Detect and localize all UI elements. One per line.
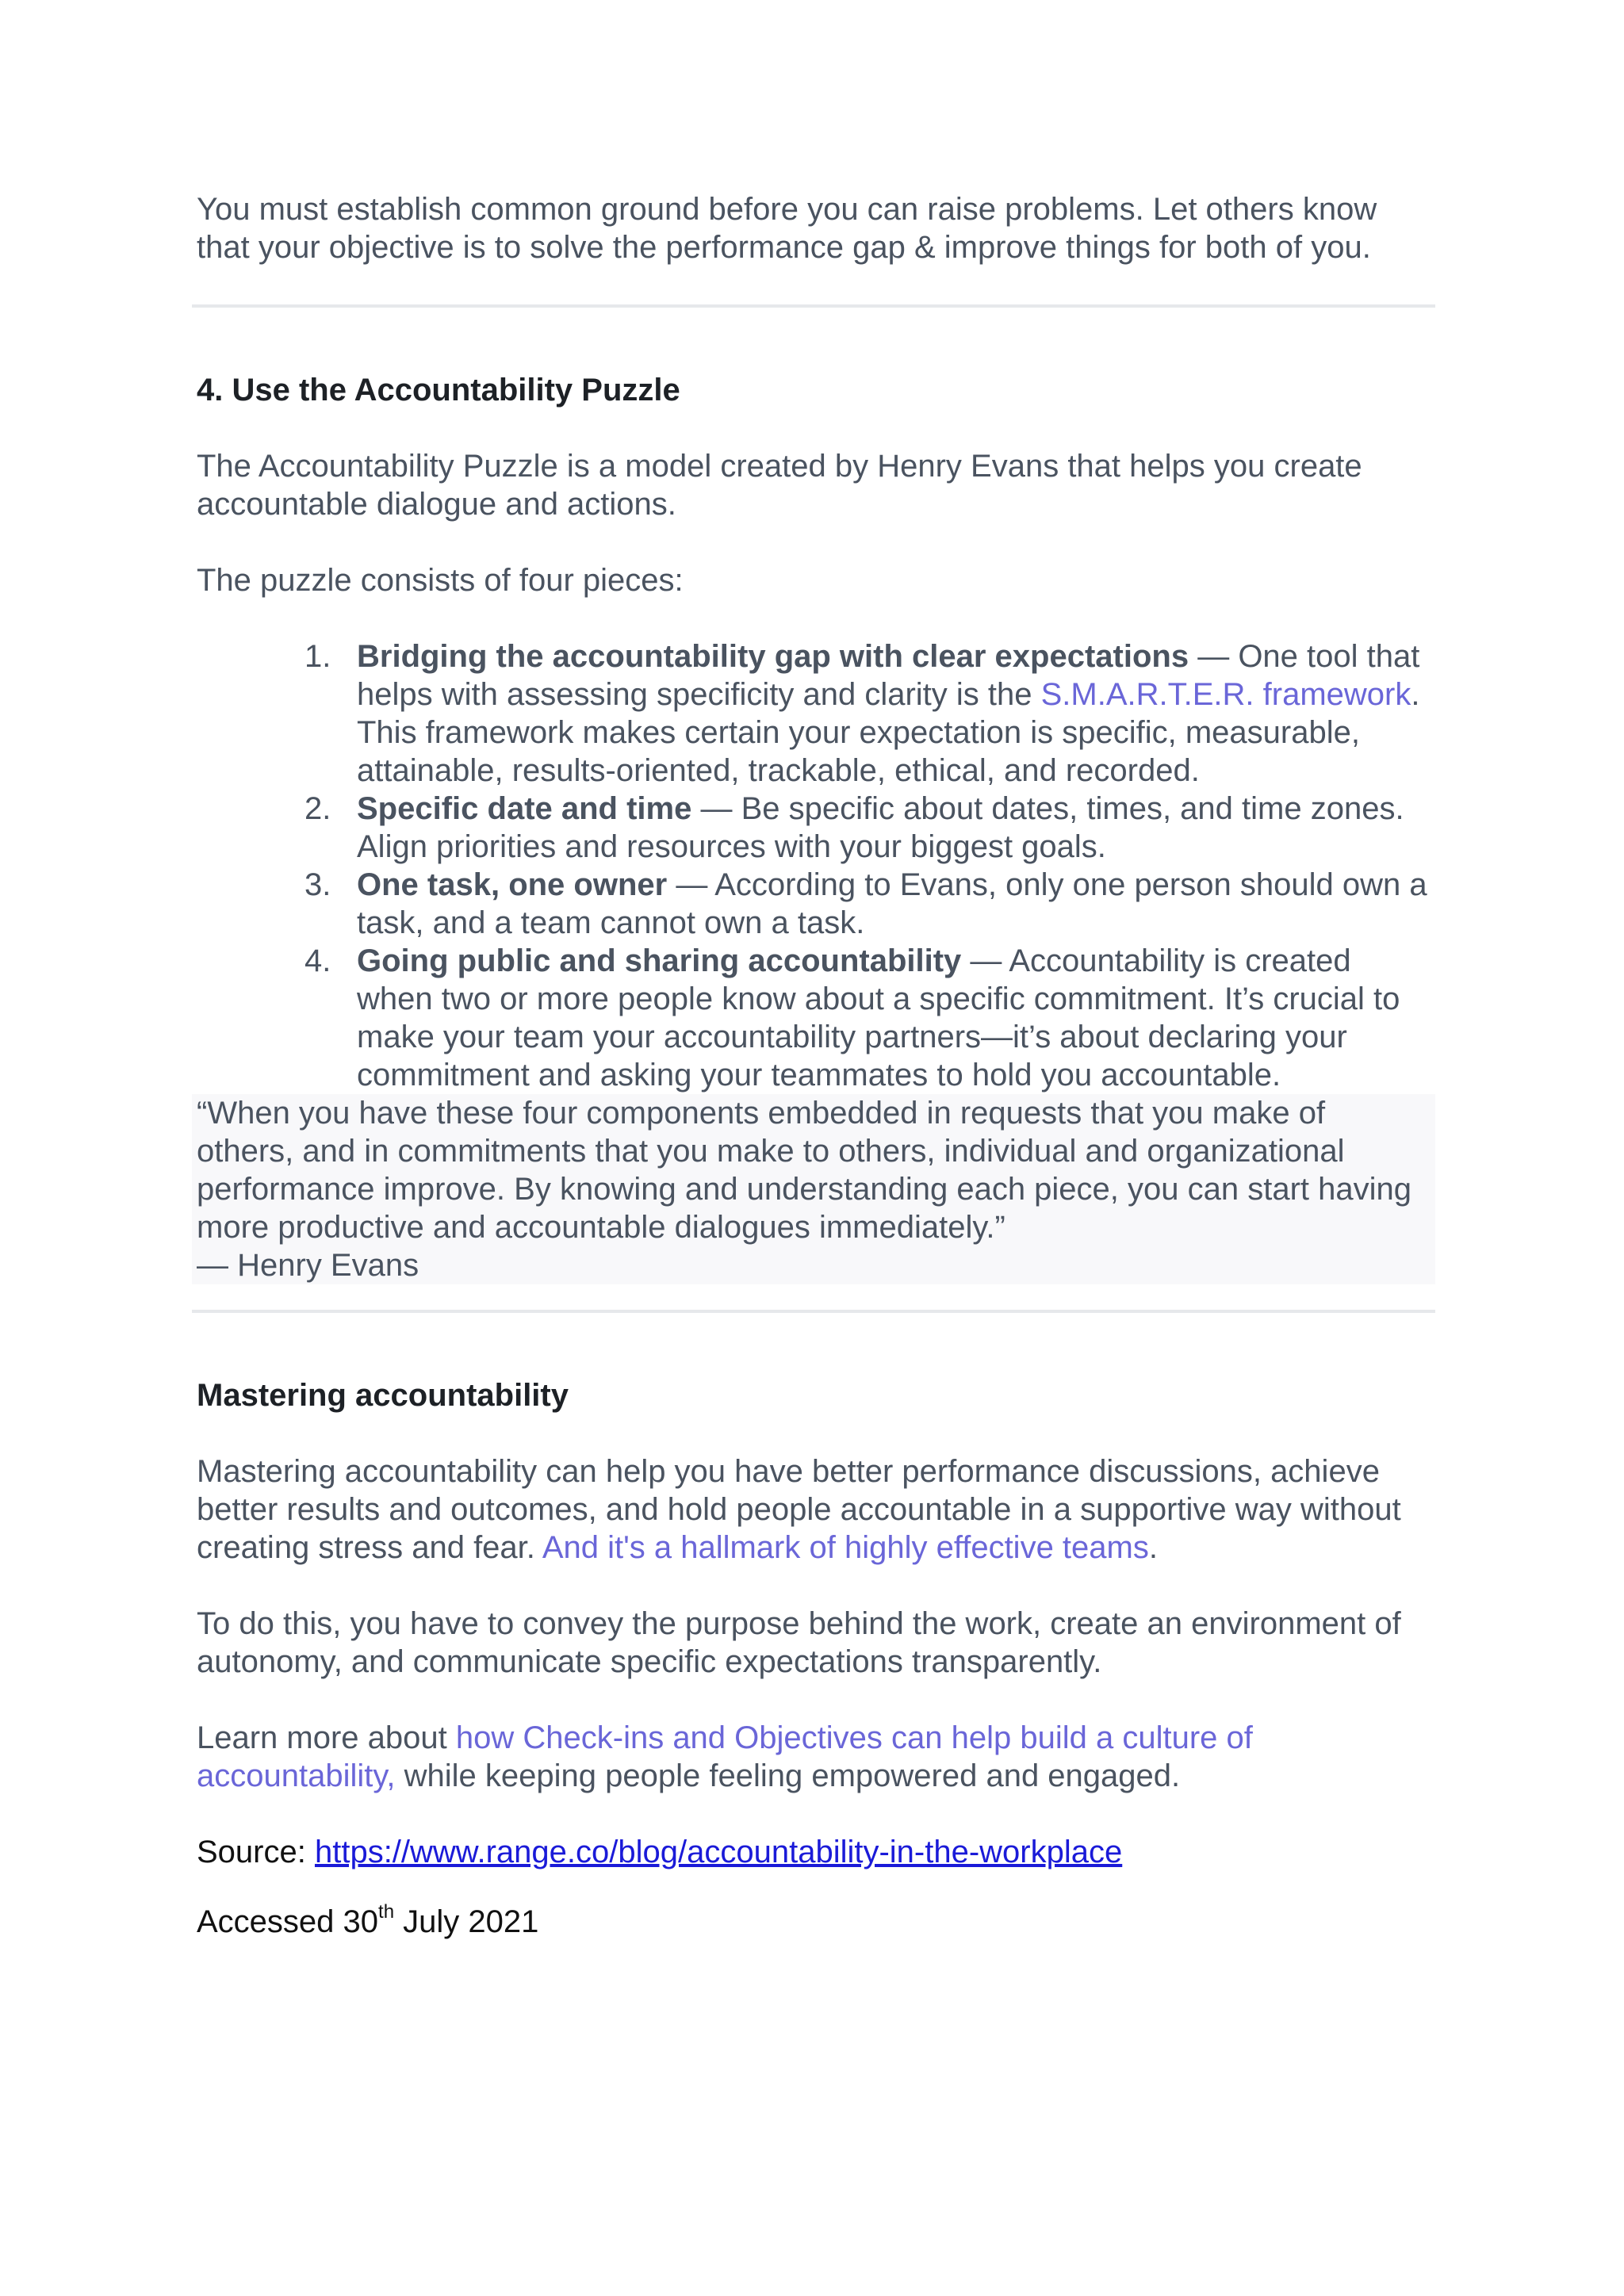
section-heading-accountability-puzzle: 4. Use the Accountability Puzzle [197, 373, 680, 408]
effective-teams-link[interactable]: And it's a hallmark of highly effective teams [542, 1530, 1149, 1565]
list-item-text: — One tool that helps with assessing specificity and clarity is the [357, 639, 1420, 712]
check-ins-objectives-link[interactable]: how Check-ins and Objectives can help build a culture of accountability, [197, 1720, 1253, 1793]
divider [192, 304, 1435, 308]
paragraph-text: while keeping people feeling empowered and engaged. [395, 1758, 1181, 1793]
list-item-title: One task, one owner [357, 867, 668, 902]
mastering-paragraph [197, 1452, 1434, 1567]
puzzle-pieces-list [197, 637, 1434, 1094]
list-number: 2. [304, 791, 331, 826]
accessed-ordinal: th [378, 1901, 395, 1923]
paragraph-text: Learn more about [197, 1720, 456, 1755]
source-label: Source: [197, 1835, 315, 1869]
henry-evans-quote [192, 1094, 1435, 1284]
list-item [197, 637, 1434, 790]
list-item-title: Specific date and time [357, 791, 692, 826]
accessed-line [197, 1903, 1434, 1941]
list-number: 4. [304, 943, 331, 978]
smarter-framework-link[interactable]: S.M.A.R.T.E.R. framework [1040, 677, 1411, 712]
list-item [197, 790, 1434, 866]
intro-paragraph: You must establish common ground before you can raise problems. Let others know that your objective is to solve the performance gap & improve things for both of you. [197, 192, 1377, 265]
list-item-text: — Accountability is created when two or more people know about a specific commitment. It’s crucial to make your team your accountability partners—it’s about declaring your commitment and asking your teammates to hold you accountable. [357, 943, 1400, 1093]
source-url-link[interactable]: https://www.range.co/blog/accountability-in-the-workplace [314, 1835, 1123, 1869]
section-heading-mastering-accountability: Mastering accountability [197, 1378, 569, 1413]
list-item-title: Going public and sharing accountability [357, 943, 962, 978]
accessed-suffix: July 2021 [394, 1904, 539, 1939]
paragraph-text: Mastering accountability can help you have better performance discussions, achieve better results and outcomes, and hold people accountable in a supportive way without creating stress and fear. [197, 1454, 1401, 1565]
accessed-prefix: Accessed 30 [197, 1904, 379, 1939]
list-item-title: Bridging the accountability gap with clear expectations [357, 639, 1189, 674]
divider [192, 1310, 1435, 1313]
learn-more-paragraph [197, 1719, 1434, 1795]
quote-author: — Henry Evans [197, 1248, 419, 1283]
list-item-text: . This framework makes certain your expectation is specific, measurable, attainable, results-oriented, trackable, ethical, and recorded. [357, 677, 1420, 788]
document-page [197, 190, 1434, 1941]
puzzle-pieces-paragraph: The puzzle consists of four pieces: [197, 563, 684, 598]
quote-text: “When you have these four components embedded in requests that you make of others, and in commitments that you make to others, individual and organizational performance improve. By knowing and understanding each piece, you can start having more productive and accountable dialogues immediately.” [197, 1096, 1412, 1245]
source-line [197, 1833, 1434, 1871]
list-item [197, 866, 1434, 942]
puzzle-intro-paragraph: The Accountability Puzzle is a model created by Henry Evans that helps you create accountable dialogue and actions. [197, 449, 1362, 522]
purpose-paragraph: To do this, you have to convey the purpose behind the work, create an environment of autonomy, and communicate specific expectations transparently. [197, 1606, 1401, 1679]
paragraph-text: . [1148, 1530, 1158, 1565]
list-item-text: — According to Evans, only one person should own a task, and a team cannot own a task. [357, 867, 1427, 940]
list-number: 3. [304, 867, 331, 902]
list-item-text: — Be specific about dates, times, and time zones. Align priorities and resources with your biggest goals. [357, 791, 1404, 864]
list-number: 1. [304, 639, 331, 674]
list-item [197, 942, 1434, 1094]
